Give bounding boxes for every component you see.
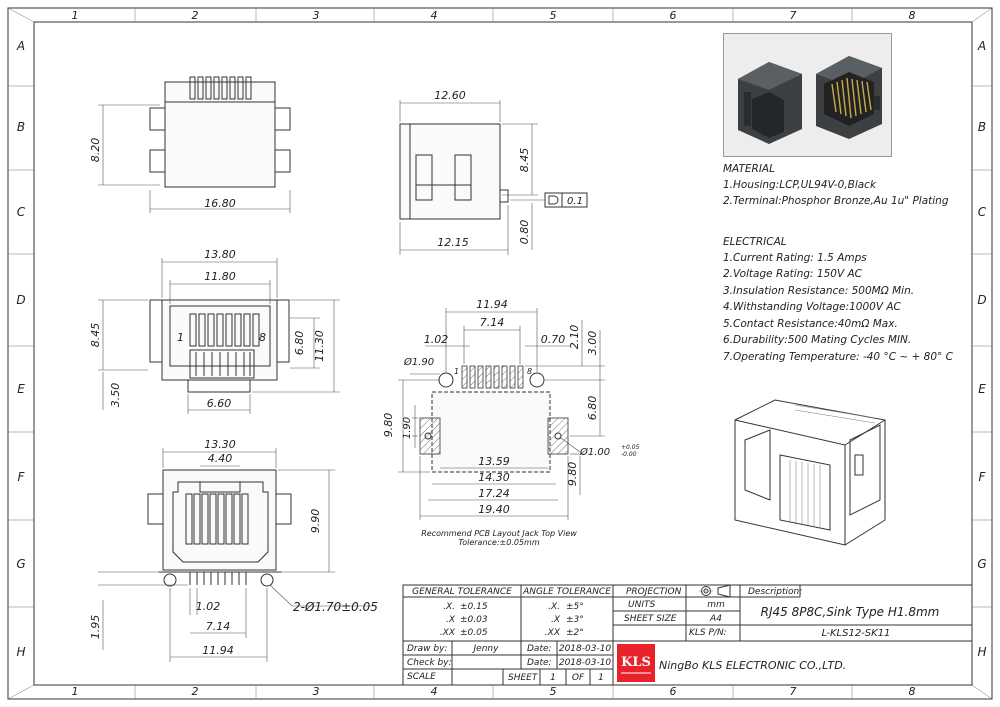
title-block [403,585,972,685]
col-label: 7 [789,685,797,698]
tol-key: .XX [544,628,560,638]
pcb-layout [382,298,640,547]
dim-label: 0.70 [540,333,566,346]
electrical-line: 5.Contact Resistance:40mΩ Max. [723,318,898,330]
dim-label: -0.00 [621,451,637,458]
row-label: H [16,645,26,659]
dim-label: 9.80 [566,461,579,487]
dim-label: 6.80 [293,330,306,356]
sheet-number: 1 [550,673,556,683]
dim-label: 0.80 [518,219,531,245]
front-view [89,248,340,414]
col-label: 2 [191,9,199,22]
pin-label: 8 [527,367,533,376]
col-label: 4 [430,9,438,22]
tol-key: .X. [443,602,455,612]
col-label: 4 [430,685,438,698]
dim-label: 7.14 [479,316,505,329]
dim-label: 11.30 [313,330,326,362]
col-label: 5 [549,9,557,22]
angle-tolerance-label: ANGLE TOLERANCE [523,587,611,597]
row-label: E [978,382,986,396]
row-label: A [16,39,26,53]
tol-value: ±0.03 [460,615,488,625]
tol-key: .X. [548,602,560,612]
col-label: 8 [908,685,916,698]
units-label: UNITS [628,600,656,610]
dim-label: 4.40 [207,452,233,465]
isometric-view [735,400,885,545]
dim-label: 19.40 [478,503,510,516]
kls-pn-value: L-KLS12-SK11 [821,628,891,639]
sheet-size-label: SHEET SIZE [624,614,677,624]
dim-label: 8.45 [89,322,102,348]
check-date: 2018-03-10 [558,658,612,668]
draw-by-label: Draw by: [407,644,448,654]
draw-date: 2018-03-10 [558,644,612,654]
projection-label: PROJECTION [626,587,682,597]
col-label: 6 [669,685,677,698]
electrical-line: 6.Durability:500 Mating Cycles MIN. [723,334,912,346]
electrical-line: 1.Current Rating: 1.5 Amps [723,252,867,264]
row-label: B [16,120,26,134]
sheet-total: 1 [598,673,604,683]
dim-label: 1.02 [195,600,221,613]
tol-value: ±0.15 [460,602,488,612]
row-label: C [977,205,987,219]
row-label: E [17,382,25,396]
row-label: A [977,39,987,53]
col-label: 2 [191,685,199,698]
units-value: mm [707,600,725,610]
material-title: MATERIAL [723,163,775,175]
dim-label: 16.80 [204,197,236,210]
pcb-caption: Recommend PCB Layout Jack Top View [421,529,577,538]
pin-label: 1 [177,331,184,344]
side-view [400,89,587,255]
dim-label: 13.30 [204,438,236,451]
dim-label: 17.24 [478,487,510,500]
row-label: C [16,205,26,219]
dim-label: 7.14 [205,620,231,633]
of-label: OF [571,673,585,683]
dim-label: 13.59 [478,455,510,468]
dim-label: +0.05 [621,444,640,451]
electrical-line: 7.Operating Temperature: -40 °C ~ + 80° C [723,351,953,363]
row-label: G [16,557,26,571]
material-line: 2.Terminal:Phosphor Bronze,Au 1u" Plating [723,195,949,207]
dim-label: 9.90 [309,508,322,534]
general-tolerance-label: GENERAL TOLERANCE [412,587,512,597]
dim-label: 8.45 [518,147,531,173]
tol-key: .XX [439,628,455,638]
kls-pn-label: KLS P/N: [689,628,727,638]
dim-label: 12.60 [434,89,466,102]
material-line: 1.Housing:LCP,UL94V-0,Black [723,179,877,191]
dim-label: 1.90 [402,416,413,440]
dim-label: Ø1.00 [580,447,611,458]
dim-label: 9.80 [382,412,395,438]
row-label: F [978,470,986,484]
col-label: 3 [312,9,320,22]
row-label: D [977,293,987,307]
dim-label: 11.94 [476,298,508,311]
col-label: 3 [312,685,320,698]
row-label: G [977,557,987,571]
tol-value: ±2° [566,628,584,638]
tol-value: ±0.05 [460,628,488,638]
kls-logo-text: KLS [621,655,651,670]
col-label: 7 [789,9,797,22]
electrical-line: 4.Withstanding Voltage:1000V AC [723,301,901,313]
dim-label: 11.94 [202,644,234,657]
dim-label: 2-Ø1.70±0.05 [293,600,378,614]
row-label: H [977,645,987,659]
col-label: 1 [71,685,79,698]
description-value: RJ45 8P8C,Sink Type H1.8mm [760,605,940,619]
pcb-tolerance: Tolerance:±0.05mm [458,538,540,547]
description-label: Description: [748,587,803,597]
tol-value: ±3° [566,615,584,625]
dim-label: 1.02 [423,333,449,346]
dim-label: 12.15 [437,236,469,249]
row-label: F [17,470,25,484]
dim-label: 8.20 [89,137,102,163]
tol-key: .X [550,615,560,625]
date-label: Date: [527,658,552,668]
company-name: NingBo KLS ELECTRONIC CO.,LTD. [659,659,847,672]
pin-label: 8 [259,331,266,344]
flatness-label: 0.1 [567,196,583,207]
dim-label: 3.00 [586,330,599,356]
scale-label: SCALE [407,672,436,682]
dim-label: 14.30 [478,471,510,484]
dim-label: 1.95 [89,614,102,640]
dim-label: 13.80 [204,248,236,261]
tol-key: .X [445,615,455,625]
check-by-label: Check by: [407,658,452,668]
sheet-label: SHEET [508,673,538,683]
dim-label: 6.60 [206,397,232,410]
dim-label: 3.50 [109,382,122,408]
dim-label: 2.10 [568,324,581,350]
electrical-line: 2.Voltage Rating: 150V AC [723,268,862,280]
electrical-line: 3.Insulation Resistance: 500MΩ Min. [723,285,915,297]
tol-value: ±5° [566,602,584,612]
rear-view [89,438,378,662]
col-label: 5 [549,685,557,698]
col-label: 8 [908,9,916,22]
date-label: Date: [527,644,552,654]
col-label: 6 [669,9,677,22]
row-label: B [977,120,987,134]
pin-label: 1 [454,367,460,376]
top-view [89,77,290,213]
projection-symbol [699,585,730,597]
dim-label: 11.80 [204,270,236,283]
sheet-size-value: A4 [710,614,722,624]
draw-by-value: Jenny [473,644,499,654]
dim-label: Ø1.90 [404,357,435,368]
dim-label: 6.80 [586,395,599,421]
electrical-title: ELECTRICAL [723,236,787,248]
row-label: D [16,293,26,307]
product-photo [723,33,892,157]
col-label: 1 [71,9,79,22]
